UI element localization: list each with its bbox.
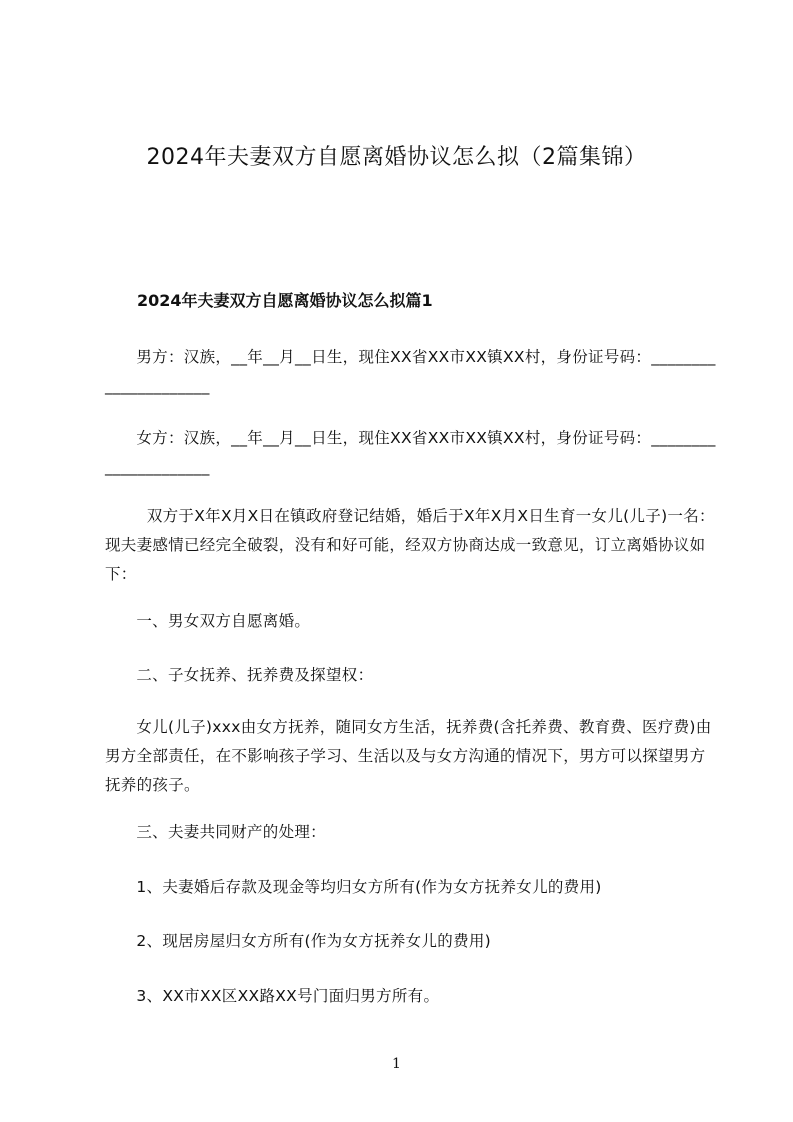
page-number: 1 [392, 1056, 401, 1072]
paragraph-property-1: 1、夫妻婚后存款及现金等均归女方所有(作为女方抚养女儿的费用) [105, 878, 602, 896]
paragraph-custody: 女儿(儿子)xxx由女方抚养，随同女方生活，抚养费(含托养费、教育费、医疗费)由男方全部责任，在不影响孩子学习、生活以及与女方沟通的情况下，男方可以探望男方抚养的孩子。 [105, 718, 712, 794]
paragraph-property-2: 2、现居房屋归女方所有(作为女方抚养女儿的费用) [105, 932, 492, 950]
paragraph-clause-3: 三、夫妻共同财产的处理： [105, 823, 326, 841]
section-title: 2024年夫妻双方自愿离婚协议怎么拟篇1 [137, 291, 433, 310]
document-title: 2024年夫妻双方自愿离婚协议怎么拟（2篇集锦） [146, 145, 647, 170]
paragraph-property-3: 3、XX市XX区XX路XX号门面归男方所有。 [105, 987, 440, 1005]
paragraph-clause-2: 二、子女抚养、抚养费及探望权： [105, 666, 374, 684]
paragraph-female-party: 女方：汉族，__年__月__日生，现住XX省XX市XX镇XX村，身份证号码：_____________________ [105, 429, 716, 476]
paragraph-male-party: 男方：汉族，__年__月__日生，现住XX省XX市XX镇XX村，身份证号码：_____________________ [105, 348, 716, 395]
paragraph-marriage-info: 双方于X年X月X日在镇政府登记结婚，婚后于X年X月X日生育一女儿(儿子)一名：现夫妻感情已经完全破裂，没有和好可能，经双方协商达成一致意见，订立离婚协议如下： [105, 507, 715, 583]
paragraph-clause-1: 一、男女双方自愿离婚。 [105, 612, 311, 630]
